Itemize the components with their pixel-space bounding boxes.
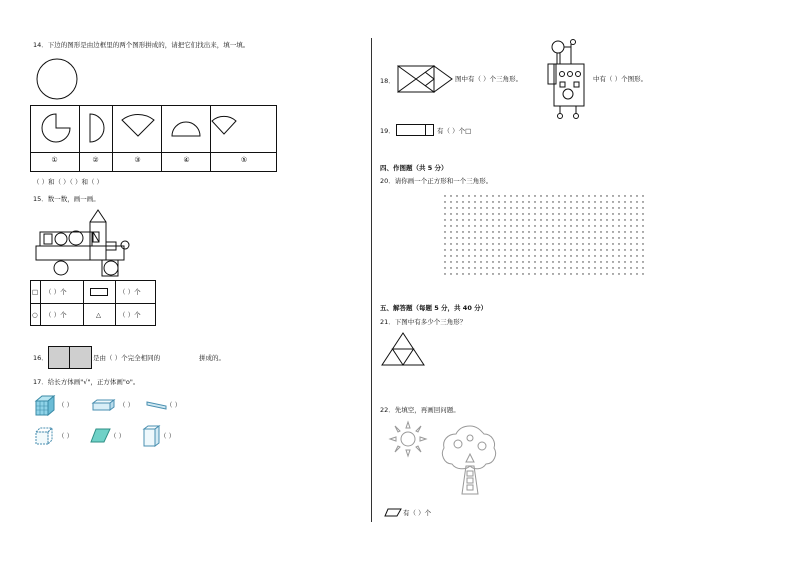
q14-label-1: ① — [51, 156, 58, 164]
q14-title: 14．下边的图形是由边框里的两个图形拼成的，请把它们找出来，填一填。 — [33, 41, 250, 49]
q16-text: 是由（ ）个完全相同的 — [93, 354, 161, 362]
q14-target-circle — [36, 58, 80, 102]
q17-blank-4: （ ） — [58, 432, 74, 440]
q22-tree-drawing — [440, 424, 500, 496]
q17-blank-1: （ ） — [58, 401, 74, 409]
tall-cuboid-icon — [143, 425, 161, 447]
q14-label-2: ② — [92, 156, 99, 164]
q16-rectangle-divider — [69, 346, 70, 369]
q20-dot-grid[interactable] — [443, 194, 647, 278]
q22-sun-drawing — [386, 420, 432, 460]
q17-blank-6: （ ） — [160, 432, 176, 440]
q14-answer-blanks: （ ）和（ ）（ ）和（ ） — [33, 178, 104, 186]
half-circle-shape — [88, 112, 108, 144]
long-cuboid-icon — [92, 399, 116, 411]
q18-triangles-figure — [396, 64, 456, 94]
rubiks-cube-icon — [34, 395, 56, 417]
parallelogram-slab-icon — [90, 428, 112, 444]
q15-r1-blank2: （ ）个 — [119, 288, 141, 296]
q18-text-1: 图中有（ ）个三角形。 — [455, 75, 523, 83]
q15-rectangle-icon — [90, 288, 108, 296]
q15-col-2 — [41, 280, 84, 326]
q15-r1-blank1: （ ）个 — [45, 288, 67, 296]
stick-cuboid-icon — [146, 400, 168, 410]
semicircle-flat-shape — [170, 120, 202, 138]
fan-shape — [120, 116, 156, 140]
q15-triangle-icon: △ — [96, 311, 101, 319]
q18-robot-figure — [546, 38, 590, 120]
q14-label-4: ④ — [183, 156, 190, 164]
bottom-count-text: 有（ ）个 — [403, 509, 432, 517]
q15-title: 15．数一数，画一画。 — [33, 195, 100, 203]
q14-label-3: ③ — [134, 156, 141, 164]
q15-square-icon: □ — [32, 288, 39, 296]
q15-col-3 — [84, 280, 116, 326]
q19-text: 有（ ）个□ — [437, 127, 472, 135]
q18-number: 18． — [380, 77, 395, 85]
q15-r2-blank2: （ ）个 — [119, 311, 141, 319]
q15-train-picture — [36, 208, 136, 276]
q22-text: 22．先填空，再画回问题。 — [380, 406, 460, 414]
q14-label-5: ⑤ — [240, 156, 248, 164]
q17-blank-2: （ ） — [119, 401, 135, 409]
dashed-cube-icon — [34, 426, 54, 446]
q16-number: 16． — [33, 354, 48, 362]
section5-heading: 五、解答题（每题 5 分，共 40 分） — [380, 304, 488, 312]
q15-circle-icon: ○ — [32, 311, 38, 319]
column-divider — [371, 38, 372, 522]
q17-blank-3: （ ） — [166, 401, 182, 409]
q17-title: 17．给长方体画"√"，正方体画"o"。 — [33, 378, 140, 386]
q20-text: 20．请你画一个正方形和一个三角形。 — [380, 177, 493, 185]
q18-text-2: 中有（ ）个图形。 — [593, 75, 648, 83]
small-fan-shape — [210, 118, 238, 138]
q15-r2-blank1: （ ）个 — [45, 311, 67, 319]
q15-col-1 — [30, 280, 41, 326]
q21-text: 21．下图中有多少个三角形？ — [380, 318, 467, 326]
section4-heading: 四、作图题（共 5 分） — [380, 164, 448, 172]
q19-number: 19． — [380, 127, 395, 135]
q19-rectangle-figure — [396, 124, 434, 136]
q17-blank-5: （ ） — [110, 432, 126, 440]
q16-rectangle-figure — [48, 346, 92, 369]
three-quarter-circle-shape — [40, 112, 72, 144]
q21-triangle-figure — [380, 331, 426, 367]
q19-rectangle-divider — [425, 124, 426, 136]
q16-end-text: 拼成的。 — [199, 354, 225, 362]
parallelogram-icon — [384, 508, 402, 517]
